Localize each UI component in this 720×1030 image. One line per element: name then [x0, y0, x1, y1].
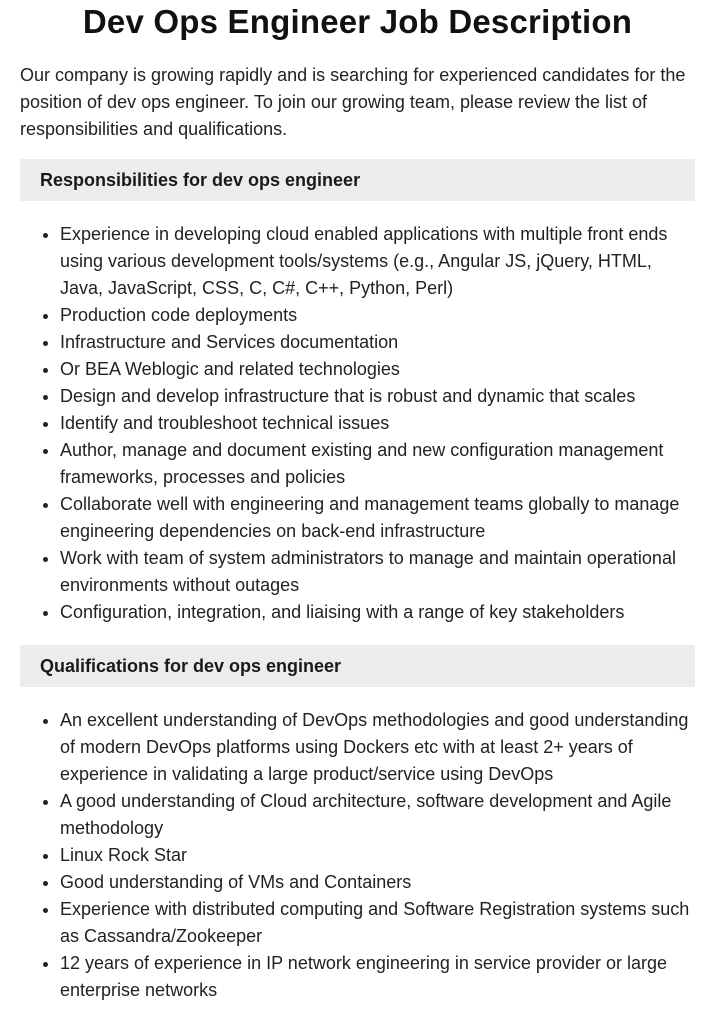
- list-item: • A good understanding of Cloud architecture, software development and Agile methodology: [60, 788, 695, 842]
- page-title: Dev Ops Engineer Job Description: [82, 3, 633, 40]
- list-item: • Infrastructure and Services documentation: [60, 329, 695, 356]
- list-item: • Or BEA Weblogic and related technologies: [60, 356, 695, 383]
- qualifications-heading: Qualifications for dev ops engineer: [20, 645, 695, 687]
- list-item: • Good understanding of VMs and Containers: [60, 869, 695, 896]
- responsibilities-list: [20, 221, 695, 626]
- qualifications-list: [20, 707, 695, 1004]
- list-item: • Collaborate well with engineering and management teams globally to manage engineering dependencies on back-end infrastructure: [60, 491, 695, 545]
- list-item: • Experience with distributed computing and Software Registration systems such as Cassandra/Zookeeper: [60, 896, 695, 950]
- list-item: • Work with team of system administrators to manage and maintain operational environments without outages: [60, 545, 695, 599]
- list-item: • Linux Rock Star: [60, 842, 695, 869]
- list-item: • Design and develop infrastructure that is robust and dynamic that scales: [60, 383, 695, 410]
- list-item: • 12 years of experience in IP network engineering in service provider or large enterprise networks: [60, 950, 695, 1004]
- list-item: • Production code deployments: [60, 302, 695, 329]
- list-item: • Configuration, integration, and liaising with a range of key stakeholders: [60, 599, 695, 626]
- responsibilities-heading: Responsibilities for dev ops engineer: [20, 159, 695, 201]
- list-item: • Experience in developing cloud enabled applications with multiple front ends using various development tools/systems (e.g., Angular JS, jQuery, HTML, Java, JavaScript, CSS, C, C#, C++, Python, Perl): [60, 221, 695, 302]
- list-item: • Identify and troubleshoot technical issues: [60, 410, 695, 437]
- intro-paragraph: Our company is growing rapidly and is searching for experienced candidates for the position of dev ops engineer. To join our growing team, please review the list of responsibilities and qualifications.: [20, 65, 686, 139]
- list-item: • Author, manage and document existing and new configuration management frameworks, processes and policies: [60, 437, 695, 491]
- list-item: • An excellent understanding of DevOps methodologies and good understanding of modern DevOps platforms using Dockers etc with at least 2+ years of experience in validating a large product/service using DevOps: [60, 707, 695, 788]
